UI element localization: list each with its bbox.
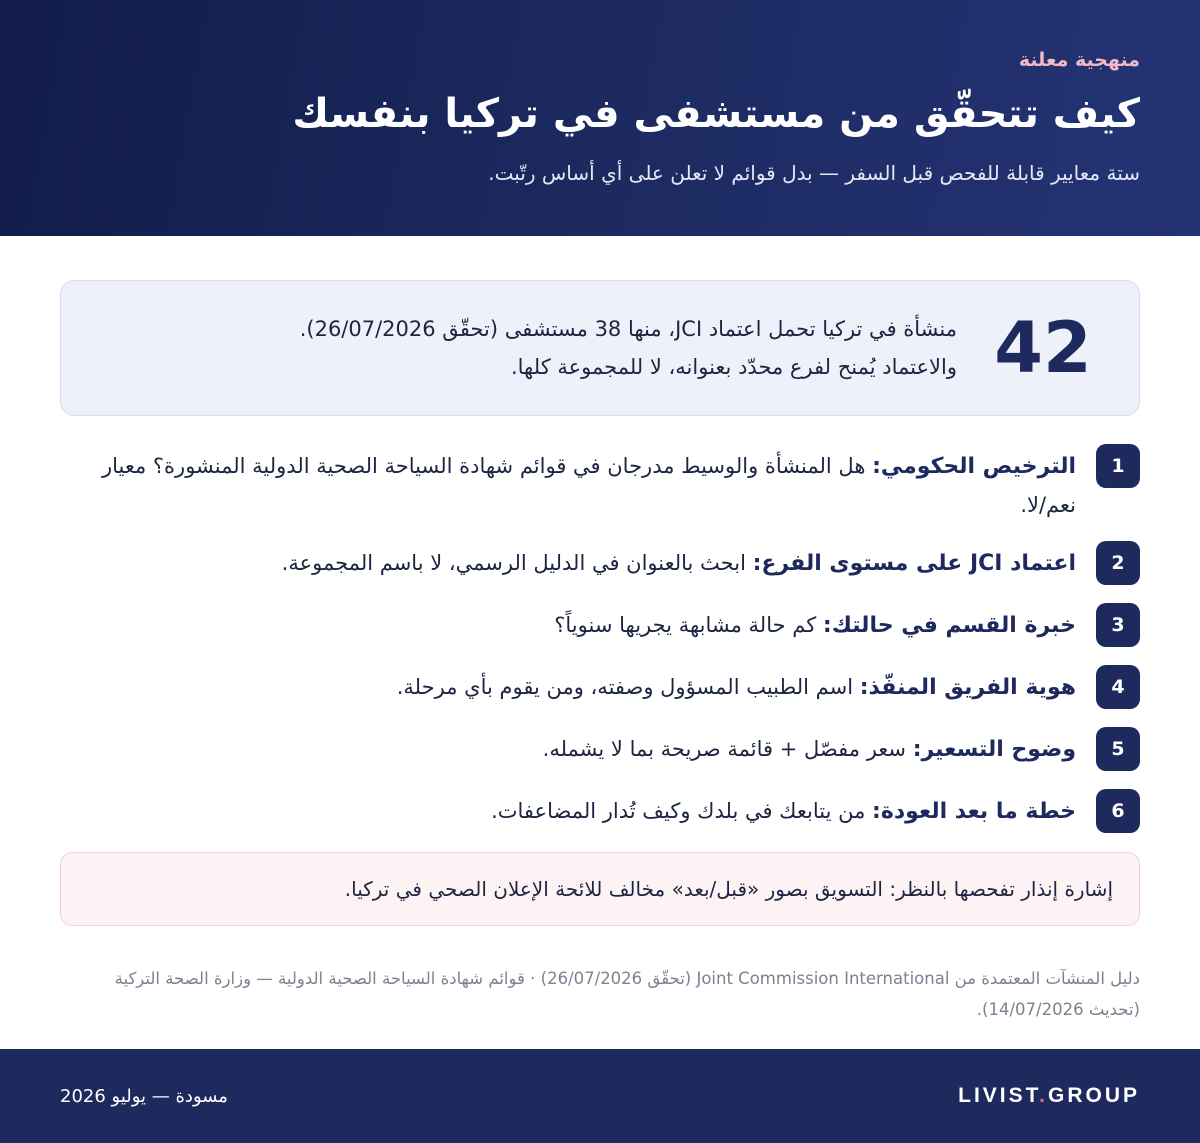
criterion-text <box>60 447 1076 524</box>
page-footer <box>0 1049 1200 1143</box>
brand-name-part-2: GROUP <box>1047 1084 1140 1107</box>
criterion-item <box>60 789 1140 833</box>
hero-header <box>0 0 1200 236</box>
criterion-label: خبرة القسم في حالتك: <box>822 613 1076 638</box>
stat-line-1: منشأة في تركيا تحمل اعتماد JCI، منها 38 مستشفى (تحقّق 26/07/2026). <box>299 317 957 341</box>
criterion-number-badge: 2 <box>1096 541 1140 585</box>
footer-draft-note: مسودة — يوليو 2026 <box>60 1085 228 1107</box>
criterion-body: من يتابعك في بلدك وكيف تُدار المضاعفات. <box>491 799 866 823</box>
page-subtitle: ستة معايير قابلة للفحص قبل السفر — بدل قوائم لا تعلن على أي أساس رتّبت. <box>488 161 1140 185</box>
stat-description <box>97 310 957 386</box>
eyebrow-label: منهجية معلنة <box>1018 49 1140 71</box>
criterion-item <box>60 541 1140 585</box>
brand-logo <box>958 1084 1140 1108</box>
criterion-label: وضوح التسعير: <box>912 737 1076 762</box>
criterion-text <box>60 544 1076 583</box>
criterion-item <box>60 727 1140 771</box>
criteria-list <box>60 444 1140 833</box>
stat-line-2: والاعتماد يُمنح لفرع محدّد بعنوانه، لا للمجموعة كلها. <box>510 355 957 379</box>
source-note: دليل المنشآت المعتمدة من Joint Commission International (تحقّق 26/07/2026) · قوائم شهادة السياحة الصحية الدولية — وزارة الصحة التركية (تحديث 14/07/2026). <box>114 968 1140 1019</box>
page-title: كيف تتحقّق من مستشفى في تركيا بنفسك <box>292 91 1140 137</box>
criterion-body: كم حالة مشابهة يجريها سنوياً؟ <box>554 613 817 637</box>
criterion-number-badge: 5 <box>1096 727 1140 771</box>
criterion-number-badge: 4 <box>1096 665 1140 709</box>
brand-dot: . <box>1039 1084 1048 1107</box>
criterion-number-badge: 1 <box>1096 444 1140 488</box>
warning-callout <box>60 852 1140 926</box>
criterion-label: هوية الفريق المنفّذ: <box>859 675 1076 700</box>
criterion-label: الترخيص الحكومي: <box>872 454 1076 479</box>
stat-callout <box>60 280 1140 416</box>
brand-name-part-1: LIVIST <box>958 1084 1040 1107</box>
criterion-label: اعتماد JCI على مستوى الفرع: <box>752 551 1076 576</box>
warning-text: إشارة إنذار تفحصها بالنظر: التسويق بصور «قبل/بعد» مخالف للائحة الإعلان الصحي في تركيا. <box>344 877 1113 901</box>
criterion-text <box>60 792 1076 831</box>
criterion-text <box>60 668 1076 707</box>
stat-number: 42 <box>994 307 1092 389</box>
criterion-item <box>60 603 1140 647</box>
criterion-body: هل المنشأة والوسيط مدرجان في قوائم شهادة السياحة الصحية الدولية المنشورة؟ معيار نعم/لا. <box>101 454 1076 517</box>
criterion-label: خطة ما بعد العودة: <box>872 799 1076 824</box>
criterion-text <box>60 730 1076 769</box>
criterion-item <box>60 665 1140 709</box>
criterion-body: ابحث بالعنوان في الدليل الرسمي، لا باسم المجموعة. <box>281 551 746 575</box>
criterion-number-badge: 3 <box>1096 603 1140 647</box>
criterion-text <box>60 606 1076 645</box>
criterion-body: سعر مفصّل + قائمة صريحة بما لا يشمله. <box>542 737 907 761</box>
criterion-item <box>60 444 1140 524</box>
criterion-body: اسم الطبيب المسؤول وصفته، ومن يقوم بأي مرحلة. <box>396 675 854 699</box>
criterion-number-badge: 6 <box>1096 789 1140 833</box>
